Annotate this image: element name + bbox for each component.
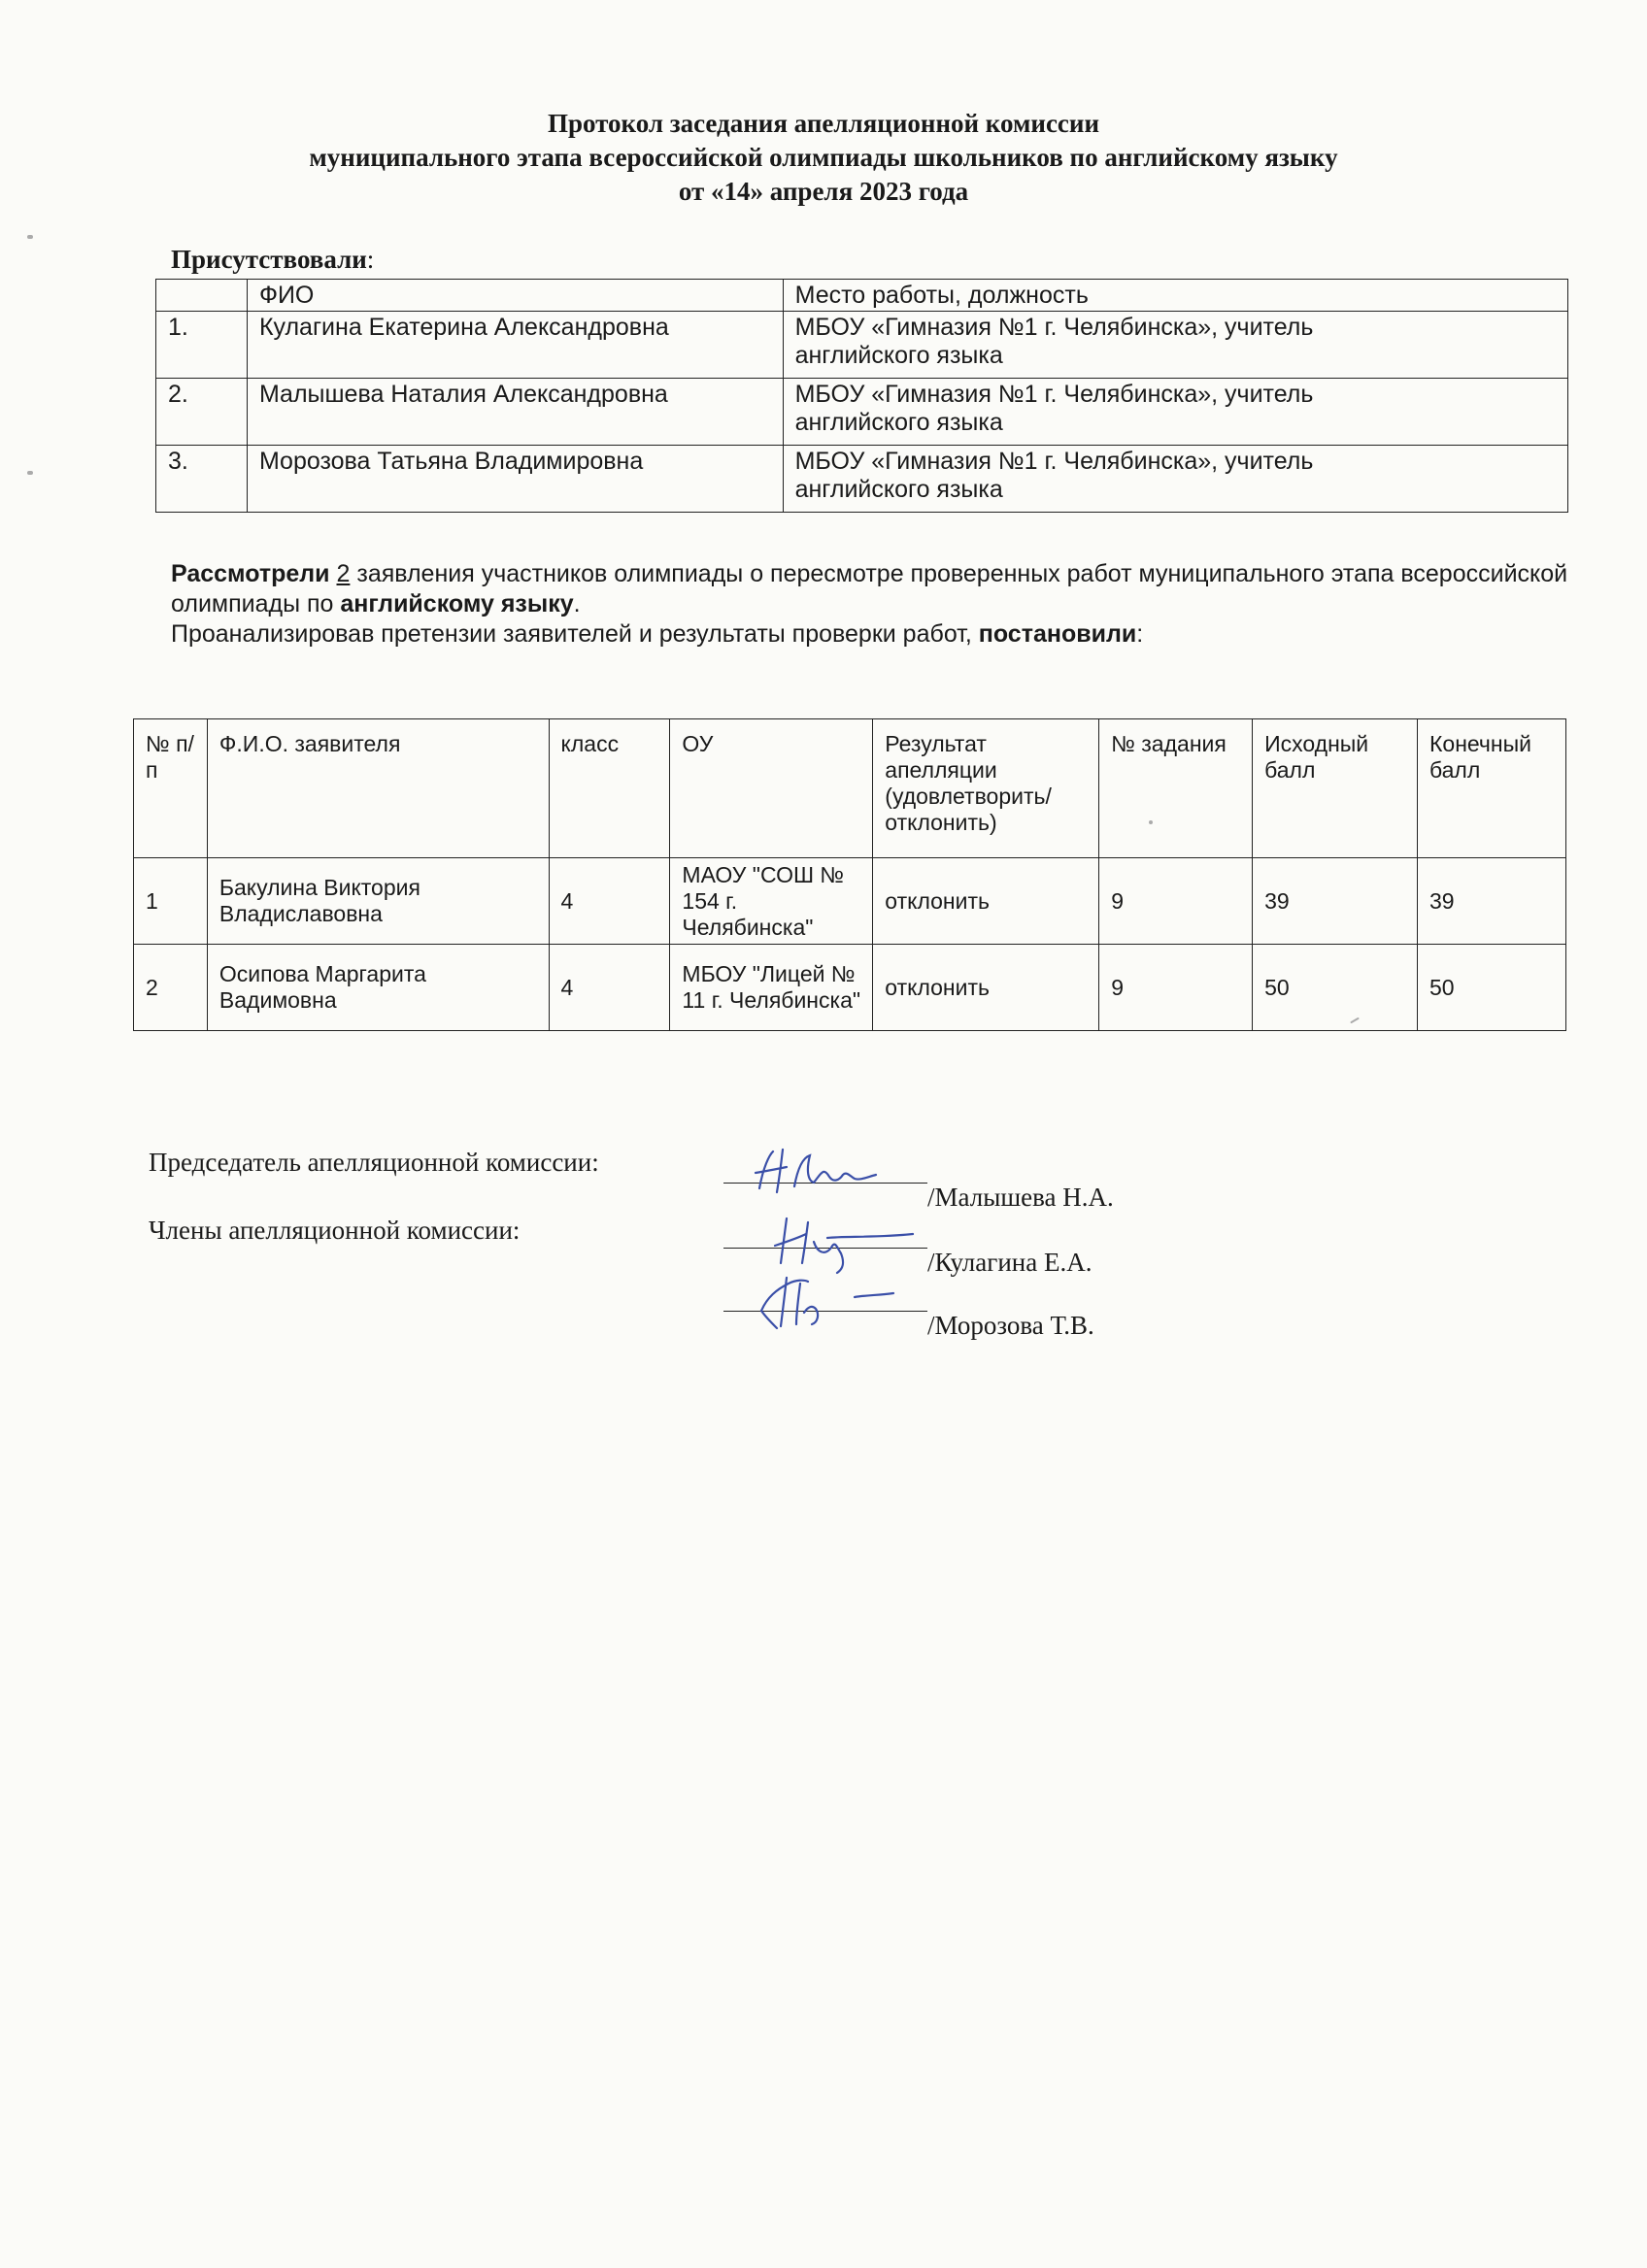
member1-name: /Кулагина Е.А. [927, 1248, 1092, 1277]
appeal-final: 39 [1418, 858, 1566, 945]
col-num: № п/п [134, 719, 208, 858]
appeal-initial: 50 [1253, 945, 1418, 1031]
attendee-num: 1. [156, 312, 248, 379]
col-name: Ф.И.О. заявителя [207, 719, 549, 858]
attendees-col-num [156, 280, 248, 312]
attendee-work-line-1: МБОУ «Гимназия №1 г. Челябинска», учитель [794, 314, 1314, 341]
appeal-result: отклонить [873, 858, 1099, 945]
col-result: Результат апелляции (удовлетворить/ отклонить) [873, 719, 1099, 858]
header-line-2: муниципального этапа всероссийской олимпиады школьников по английскому языку [309, 143, 1338, 172]
attendee-work [783, 446, 1567, 513]
subject-name: английскому языку [340, 590, 574, 617]
scan-speck [27, 471, 33, 475]
appeal-name: Осипова Маргарита Вадимовна [207, 945, 549, 1031]
attendee-name: Морозова Татьяна Владимировна [247, 446, 783, 513]
attendees-table [155, 279, 1568, 513]
attendee-work-line-2: английского языка [794, 409, 1003, 436]
members-label: Члены апелляционной комиссии: [149, 1216, 521, 1245]
appeals-header-row [134, 719, 1566, 858]
col-final: Конечный балл [1418, 719, 1566, 858]
attendees-col-name: ФИО [247, 280, 783, 312]
table-row [156, 312, 1568, 379]
present-title [171, 245, 374, 275]
appeal-task: 9 [1099, 945, 1253, 1031]
attendee-name: Малышева Наталия Александровна [247, 379, 783, 446]
col-task: № задания [1099, 719, 1253, 858]
resolved-label: постановили [978, 620, 1137, 648]
decision-paragraph-1 [171, 559, 1569, 619]
col-school: ОУ [670, 719, 873, 858]
attendee-work [783, 379, 1567, 446]
table-row [134, 945, 1566, 1031]
scan-speck [27, 235, 33, 239]
decision-text-1: заявления участников олимпиады о пересмотре проверенных работ муниципального этапа всероссийской олимпиады по [171, 560, 1568, 617]
attendee-work [783, 312, 1567, 379]
appeal-grade: 4 [549, 945, 670, 1031]
table-row [156, 379, 1568, 446]
table-row [156, 446, 1568, 513]
appeal-final: 50 [1418, 945, 1566, 1031]
appeal-num: 2 [134, 945, 208, 1031]
attendee-work-line-1: МБОУ «Гимназия №1 г. Челябинска», учитель [794, 381, 1314, 408]
attendee-num: 2. [156, 379, 248, 446]
attendee-work-line-2: английского языка [794, 342, 1003, 369]
decision-text-2: Проанализировав претензии заявителей и результаты проверки работ, [171, 620, 979, 648]
member2-signature-image [748, 1268, 913, 1336]
appeal-task: 9 [1099, 858, 1253, 945]
appeal-num: 1 [134, 858, 208, 945]
decision-paragraph-2 [171, 619, 1569, 650]
present-suffix: : [366, 245, 375, 274]
appeal-result: отклонить [873, 945, 1099, 1031]
appeal-count: 2 [336, 560, 351, 587]
attendees-header-row [156, 280, 1568, 312]
chair-signature-image [738, 1138, 893, 1206]
attendee-num: 3. [156, 446, 248, 513]
attendee-name: Кулагина Екатерина Александровна [247, 312, 783, 379]
attendees-col-work: Место работы, должность [783, 280, 1567, 312]
col-initial: Исходный балл [1253, 719, 1418, 858]
considered-label: Рассмотрели [171, 560, 330, 587]
table-row [134, 858, 1566, 945]
decision-text-2-end: : [1136, 620, 1144, 648]
appeal-name: Бакулина Виктория Владиславовна [207, 858, 549, 945]
header-line-1: Протокол заседания апелляционной комиссии [547, 109, 1100, 138]
appeal-school: МАОУ "СОШ № 154 г. Челябинска" [670, 858, 873, 945]
document-header [0, 107, 1647, 209]
scan-speck [1149, 820, 1153, 824]
member2-name: /Морозова Т.В. [927, 1311, 1094, 1340]
present-label: Присутствовали [171, 245, 367, 274]
col-grade: класс [549, 719, 670, 858]
member1-signature-image [748, 1209, 923, 1277]
appeal-grade: 4 [549, 858, 670, 945]
header-line-3: от «14» апреля 2023 года [678, 177, 969, 206]
appeals-table [133, 718, 1566, 1031]
appeal-school: МБОУ "Лицей № 11 г. Челябинска" [670, 945, 873, 1031]
appeal-initial: 39 [1253, 858, 1418, 945]
attendee-work-line-1: МБОУ «Гимназия №1 г. Челябинска», учитель [794, 448, 1314, 475]
decision-text-1-end: . [573, 590, 581, 617]
chair-name: /Малышева Н.А. [927, 1183, 1114, 1212]
attendee-work-line-2: английского языка [794, 476, 1003, 503]
decision-text [171, 559, 1569, 650]
chair-label: Председатель апелляционной комиссии: [149, 1148, 599, 1177]
